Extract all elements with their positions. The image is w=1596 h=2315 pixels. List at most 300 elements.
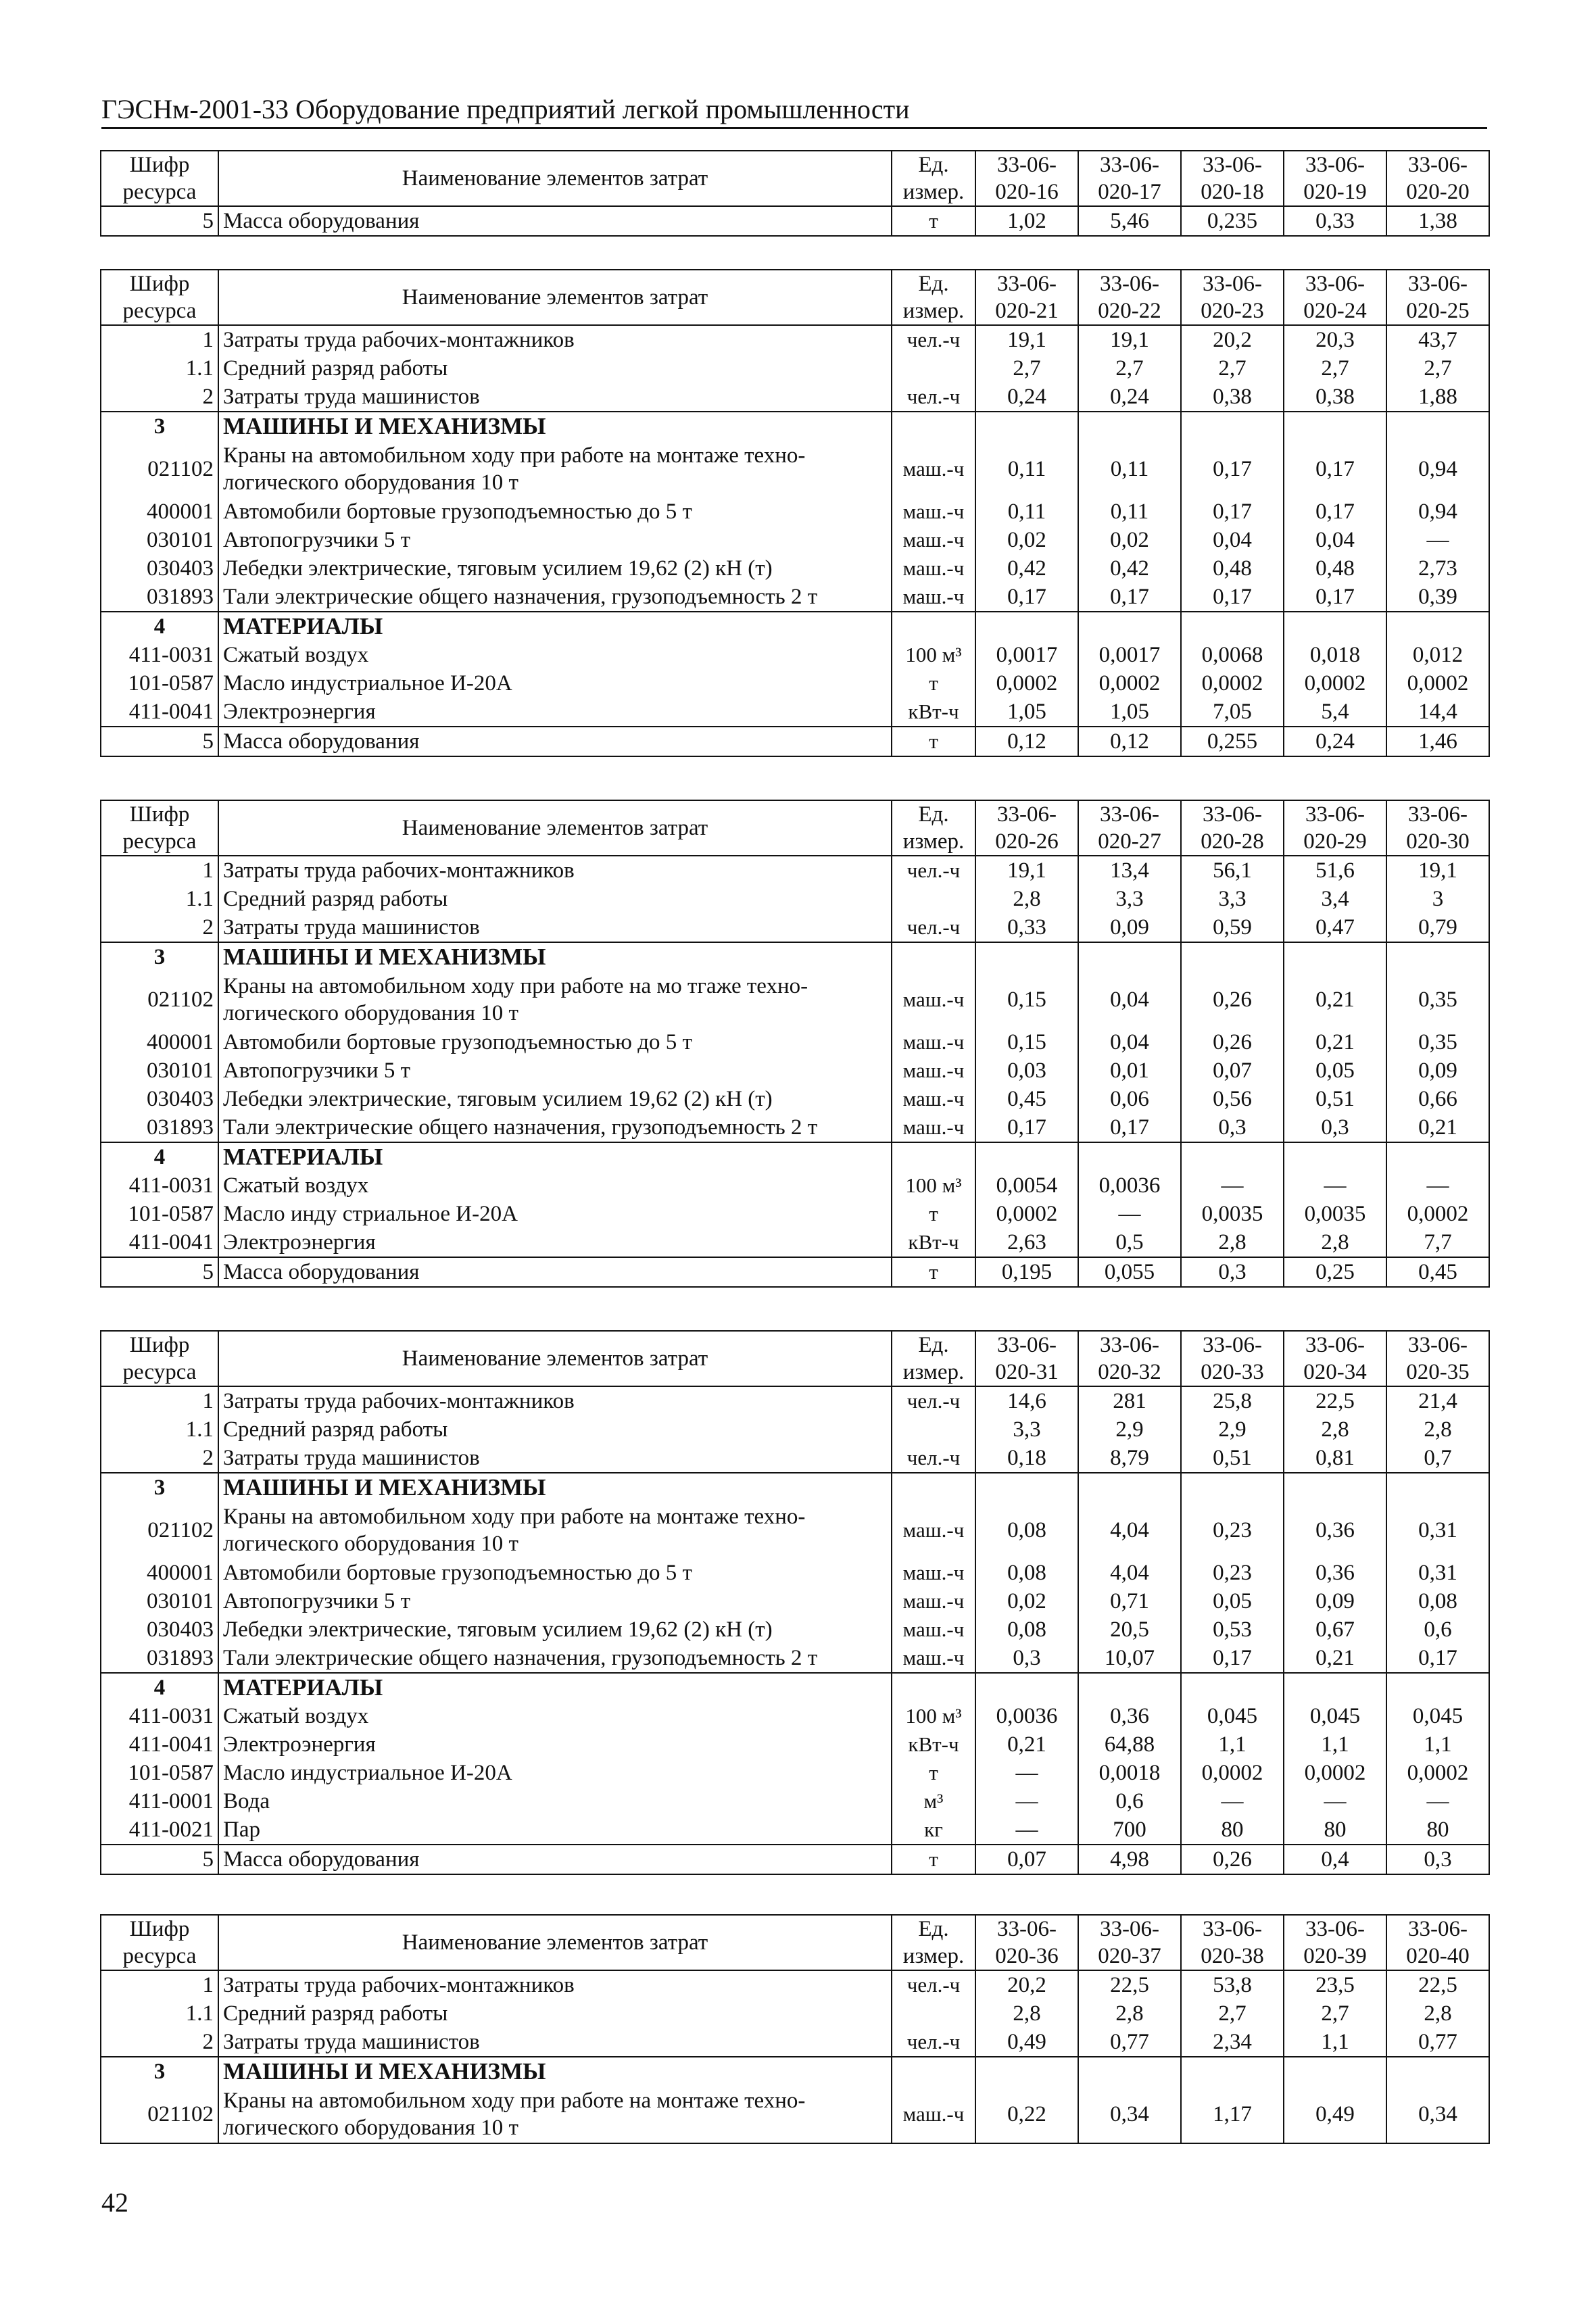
row-unit: маш.-ч — [892, 1028, 975, 1056]
row-unit: т — [892, 1257, 975, 1287]
row-value: 22,5 — [1078, 1970, 1181, 1999]
row-value: 0,21 — [1284, 971, 1386, 1028]
row-value: 21,4 — [1386, 1386, 1489, 1415]
row-unit — [892, 612, 975, 641]
row-value: 1,88 — [1386, 383, 1489, 412]
row-value: 1,38 — [1386, 206, 1489, 236]
row-value — [975, 1673, 1078, 1702]
row-value: 0,0068 — [1181, 641, 1284, 669]
row-value: 0,0035 — [1181, 1200, 1284, 1228]
norm-code-top: 33-06- — [997, 1333, 1057, 1357]
row-value: — — [1078, 1200, 1181, 1228]
row-value: 0,51 — [1181, 1444, 1284, 1473]
header-norm-code — [1284, 270, 1386, 325]
row-value: 2,7 — [1284, 1999, 1386, 2028]
row-value: — — [1386, 526, 1489, 554]
header-code-bottom: ресурса — [122, 829, 197, 854]
norm-code-bottom: 020-35 — [1406, 1360, 1470, 1384]
row-value: 2,34 — [1181, 2028, 1284, 2057]
row-value: 0,94 — [1386, 497, 1489, 526]
row-value — [975, 1142, 1078, 1171]
header-norm-code — [975, 151, 1078, 206]
row-code: 030403 — [101, 554, 218, 583]
row-name: Лебедки электрические, тяговым усилием 19,62 (2) кН (т) — [218, 1085, 892, 1113]
row-value: 0,36 — [1284, 1502, 1386, 1559]
row-value: 1,1 — [1284, 1730, 1386, 1759]
table-row — [101, 554, 1489, 583]
table-row — [101, 1587, 1489, 1615]
row-value: 22,5 — [1284, 1386, 1386, 1415]
row-value: 0,04 — [1181, 526, 1284, 554]
row-value: — — [975, 1759, 1078, 1787]
row-name: Электроэнергия — [218, 1730, 892, 1759]
row-value: 0,3 — [975, 1644, 1078, 1673]
table-row — [101, 1028, 1489, 1056]
page-number: 42 — [101, 2187, 128, 2218]
row-value: 0,255 — [1181, 727, 1284, 756]
table-row — [101, 1200, 1489, 1228]
table-row — [101, 1386, 1489, 1415]
norm-code-top: 33-06- — [1408, 272, 1468, 296]
row-unit: т — [892, 669, 975, 698]
row-value — [1078, 942, 1181, 971]
row-value: 1,05 — [975, 698, 1078, 727]
row-value: 0,38 — [1181, 383, 1284, 412]
row-value: 0,81 — [1284, 1444, 1386, 1473]
header-norm-code — [1386, 1915, 1489, 1970]
row-name: Средний разряд работы — [218, 885, 892, 913]
row-unit: 100 м³ — [892, 1171, 975, 1200]
norm-code-bottom: 020-37 — [1098, 1944, 1161, 1968]
header-norm-code — [1078, 270, 1181, 325]
header-unit-bottom: измер. — [902, 1944, 965, 1968]
row-value: 0,17 — [1284, 497, 1386, 526]
row-value: 2,9 — [1181, 1415, 1284, 1444]
row-value: 19,1 — [1386, 856, 1489, 885]
row-value: 2,8 — [1284, 1415, 1386, 1444]
row-value — [1284, 612, 1386, 641]
row-value: 0,21 — [975, 1730, 1078, 1759]
header-code — [101, 800, 218, 856]
row-code: 400001 — [101, 497, 218, 526]
header-code-bottom: ресурса — [122, 1944, 197, 1968]
row-code: 400001 — [101, 1028, 218, 1056]
row-name: Затраты труда рабочих-монтажников — [218, 856, 892, 885]
header-norm-code — [1181, 270, 1284, 325]
row-code: 021102 — [101, 971, 218, 1028]
row-value: 0,23 — [1181, 1559, 1284, 1587]
row-unit: чел.-ч — [892, 2028, 975, 2057]
row-name: Сжатый воздух — [218, 1171, 892, 1200]
row-name: МАШИНЫ И МЕХАНИЗМЫ — [218, 412, 892, 441]
row-value: 2,63 — [975, 1228, 1078, 1257]
norm-code-top: 33-06- — [997, 1917, 1057, 1941]
table-row — [101, 698, 1489, 727]
row-value: 0,17 — [1078, 1113, 1181, 1142]
row-unit: чел.-ч — [892, 383, 975, 412]
norm-code-bottom: 020-36 — [995, 1944, 1059, 1968]
row-value: 0,12 — [1078, 727, 1181, 756]
row-value: — — [1386, 1171, 1489, 1200]
row-value: 1,02 — [975, 206, 1078, 236]
table-row — [101, 1085, 1489, 1113]
row-code: 5 — [101, 727, 218, 756]
row-name: Автопогрузчики 5 т — [218, 1587, 892, 1615]
row-value: 2,9 — [1078, 1415, 1181, 1444]
row-value: 53,8 — [1181, 1970, 1284, 1999]
row-value: 0,0002 — [1078, 669, 1181, 698]
row-name: Краны на автомобильном ходу при работе на монтаже техно-логического оборудования 10 т — [218, 441, 892, 497]
row-name: Сжатый воздух — [218, 1702, 892, 1730]
row-value: — — [1181, 1171, 1284, 1200]
row-name: Средний разряд работы — [218, 354, 892, 383]
row-name: Электроэнергия — [218, 698, 892, 727]
row-code: 3 — [101, 942, 218, 971]
row-value: 0,17 — [1181, 583, 1284, 612]
page-title: ГЭСНм-2001-33 Оборудование предприятий легкой промышленности — [101, 94, 910, 124]
row-name: Тали электрические общего назначения, грузоподъемность 2 т — [218, 1113, 892, 1142]
row-code: 1 — [101, 1386, 218, 1415]
row-value: 1,1 — [1386, 1730, 1489, 1759]
row-value: 0,49 — [1284, 2086, 1386, 2143]
row-value: 0,12 — [975, 727, 1078, 756]
row-name: Масло индустриальное И-20А — [218, 1759, 892, 1787]
row-value: — — [1181, 1787, 1284, 1816]
table-row — [101, 1415, 1489, 1444]
row-value: 0,35 — [1386, 971, 1489, 1028]
row-code: 4 — [101, 612, 218, 641]
norm-code-bottom: 020-29 — [1303, 829, 1367, 854]
row-unit: маш.-ч — [892, 1056, 975, 1085]
row-value: 4,98 — [1078, 1845, 1181, 1874]
row-value: 20,2 — [975, 1970, 1078, 1999]
page-header — [101, 92, 1487, 129]
row-value: 0,77 — [1078, 2028, 1181, 2057]
row-value: 20,2 — [1181, 325, 1284, 354]
row-name: Затраты труда машинистов — [218, 1444, 892, 1473]
header-code-bottom: ресурса — [122, 180, 197, 204]
row-name: Затраты труда рабочих-монтажников — [218, 325, 892, 354]
header-norm-code — [1386, 270, 1489, 325]
row-value: 0,48 — [1284, 554, 1386, 583]
header-unit-bottom: измер. — [902, 299, 965, 323]
header-norm-code — [975, 270, 1078, 325]
norm-code-top: 33-06- — [997, 272, 1057, 296]
table-header-row — [101, 800, 1489, 856]
row-value: 3,3 — [975, 1415, 1078, 1444]
header-norm-code — [1181, 800, 1284, 856]
header-name: Наименование элементов затрат — [218, 270, 892, 325]
row-name: Пар — [218, 1816, 892, 1845]
row-value: 0,3 — [1181, 1113, 1284, 1142]
total-row — [101, 206, 1489, 236]
norm-code-bottom: 020-21 — [995, 299, 1059, 323]
row-value: 0,05 — [1284, 1056, 1386, 1085]
row-unit: кВт-ч — [892, 698, 975, 727]
row-unit: маш.-ч — [892, 2086, 975, 2143]
header-norm-code — [1181, 151, 1284, 206]
row-value: 14,4 — [1386, 698, 1489, 727]
header-norm-code — [1078, 1331, 1181, 1386]
row-value: 0,17 — [1386, 1644, 1489, 1673]
norm-code-top: 33-06- — [1203, 802, 1262, 827]
norm-code-top: 33-06- — [1408, 153, 1468, 177]
norm-code-top: 33-06- — [1305, 802, 1365, 827]
table-row — [101, 1999, 1489, 2028]
row-code: 411-0041 — [101, 698, 218, 727]
row-code: 3 — [101, 1473, 218, 1502]
norm-code-bottom: 020-22 — [1098, 299, 1161, 323]
row-code: 1.1 — [101, 354, 218, 383]
row-value: 2,73 — [1386, 554, 1489, 583]
row-name: МАТЕРИАЛЫ — [218, 1673, 892, 1702]
row-value — [1078, 1473, 1181, 1502]
row-value — [1078, 2057, 1181, 2086]
norm-code-bottom: 020-24 — [1303, 299, 1367, 323]
row-value: 281 — [1078, 1386, 1181, 1415]
table-row — [101, 1444, 1489, 1473]
norm-code-top: 33-06- — [1408, 1917, 1468, 1941]
row-value: 0,17 — [975, 1113, 1078, 1142]
row-code: 1 — [101, 325, 218, 354]
row-value: 0,02 — [975, 1587, 1078, 1615]
row-value — [975, 942, 1078, 971]
row-unit: т — [892, 206, 975, 236]
row-value: — — [1284, 1787, 1386, 1816]
table-row — [101, 526, 1489, 554]
row-value: 2,8 — [1386, 1999, 1489, 2028]
row-value: — — [975, 1816, 1078, 1845]
row-code: 101-0587 — [101, 1759, 218, 1787]
total-row — [101, 727, 1489, 756]
row-value: 2,7 — [1078, 354, 1181, 383]
row-value: 3 — [1386, 885, 1489, 913]
header-unit-bottom: измер. — [902, 829, 965, 854]
total-row — [101, 1257, 1489, 1287]
row-value: 0,26 — [1181, 1845, 1284, 1874]
resource-table — [100, 150, 1490, 237]
row-value: 51,6 — [1284, 856, 1386, 885]
norm-code-bottom: 020-19 — [1303, 180, 1367, 204]
row-value: 10,07 — [1078, 1644, 1181, 1673]
row-value: 2,8 — [1181, 1228, 1284, 1257]
row-value: 22,5 — [1386, 1970, 1489, 1999]
row-unit: маш.-ч — [892, 1559, 975, 1587]
row-value: 0,17 — [1181, 497, 1284, 526]
row-unit — [892, 412, 975, 441]
row-value: 20,5 — [1078, 1615, 1181, 1644]
norm-code-top: 33-06- — [1305, 1333, 1365, 1357]
row-unit — [892, 942, 975, 971]
row-value: 80 — [1284, 1816, 1386, 1845]
row-value: 2,7 — [1181, 1999, 1284, 2028]
header-norm-code — [1386, 1331, 1489, 1386]
row-value: 0,07 — [975, 1845, 1078, 1874]
norm-code-top: 33-06- — [997, 802, 1057, 827]
row-value: 0,34 — [1386, 2086, 1489, 2143]
row-value: 0,36 — [1284, 1559, 1386, 1587]
header-unit-bottom: измер. — [902, 1360, 965, 1384]
row-name: Масса оборудования — [218, 727, 892, 756]
row-code: 411-0041 — [101, 1730, 218, 1759]
row-value: 2,8 — [975, 885, 1078, 913]
row-value: 8,79 — [1078, 1444, 1181, 1473]
table-row — [101, 885, 1489, 913]
header-norm-code — [1284, 800, 1386, 856]
row-unit: 100 м³ — [892, 641, 975, 669]
row-value: 0,04 — [1284, 526, 1386, 554]
row-value: 0,17 — [1181, 1644, 1284, 1673]
row-value — [1386, 2057, 1489, 2086]
row-code: 031893 — [101, 583, 218, 612]
row-value: 0,0002 — [975, 1200, 1078, 1228]
table-row — [101, 1759, 1489, 1787]
table-row — [101, 1970, 1489, 1999]
row-value: 0,36 — [1078, 1702, 1181, 1730]
row-value: 2,8 — [975, 1999, 1078, 2028]
row-unit: чел.-ч — [892, 1970, 975, 1999]
row-name: Лебедки электрические, тяговым усилием 19,62 (2) кН (т) — [218, 554, 892, 583]
section-row — [101, 1142, 1489, 1171]
row-value — [1181, 2057, 1284, 2086]
row-value: 0,67 — [1284, 1615, 1386, 1644]
row-value: 0,0002 — [1386, 1200, 1489, 1228]
table-row — [101, 325, 1489, 354]
norm-code-bottom: 020-16 — [995, 180, 1059, 204]
row-code: 3 — [101, 412, 218, 441]
header-name: Наименование элементов затрат — [218, 1915, 892, 1970]
row-value: 0,77 — [1386, 2028, 1489, 2057]
row-value — [1386, 1473, 1489, 1502]
row-value: 0,05 — [1181, 1587, 1284, 1615]
row-value: 0,0036 — [975, 1702, 1078, 1730]
row-code: 1 — [101, 1970, 218, 1999]
row-name: Тали электрические общего назначения, грузоподъемность 2 т — [218, 1644, 892, 1673]
row-code: 4 — [101, 1673, 218, 1702]
section-row — [101, 412, 1489, 441]
row-value: 0,17 — [1078, 583, 1181, 612]
header-norm-code — [1284, 1915, 1386, 1970]
row-value — [1181, 942, 1284, 971]
header-norm-code — [1284, 151, 1386, 206]
row-unit: т — [892, 1759, 975, 1787]
norm-code-bottom: 020-20 — [1406, 180, 1470, 204]
table-row — [101, 856, 1489, 885]
table-row — [101, 1702, 1489, 1730]
row-name: Затраты труда рабочих-монтажников — [218, 1970, 892, 1999]
row-value: 7,05 — [1181, 698, 1284, 727]
row-unit: маш.-ч — [892, 526, 975, 554]
row-unit: маш.-ч — [892, 441, 975, 497]
norm-code-top: 33-06- — [1305, 1917, 1365, 1941]
row-name: Автомобили бортовые грузоподъемностью до 5 т — [218, 1028, 892, 1056]
table-row — [101, 497, 1489, 526]
row-code: 5 — [101, 1257, 218, 1287]
table-row — [101, 1816, 1489, 1845]
norm-code-bottom: 020-23 — [1201, 299, 1264, 323]
header-code — [101, 1915, 218, 1970]
row-value: 0,56 — [1181, 1085, 1284, 1113]
row-value: 0,11 — [1078, 441, 1181, 497]
row-code: 021102 — [101, 441, 218, 497]
row-value — [1181, 612, 1284, 641]
norm-code-bottom: 020-32 — [1098, 1360, 1161, 1384]
row-value: 0,17 — [975, 583, 1078, 612]
resource-table — [100, 1330, 1490, 1875]
row-value: 0,24 — [1078, 383, 1181, 412]
row-unit: маш.-ч — [892, 1502, 975, 1559]
row-unit: маш.-ч — [892, 554, 975, 583]
row-value: 0,012 — [1386, 641, 1489, 669]
row-value: 0,5 — [1078, 1228, 1181, 1257]
row-name: Вода — [218, 1787, 892, 1816]
row-value: 0,01 — [1078, 1056, 1181, 1085]
row-value: 0,07 — [1181, 1056, 1284, 1085]
row-code: 030403 — [101, 1085, 218, 1113]
row-value: 0,22 — [975, 2086, 1078, 2143]
norm-code-bottom: 020-26 — [995, 829, 1059, 854]
row-value: 0,11 — [1078, 497, 1181, 526]
row-code: 030403 — [101, 1615, 218, 1644]
row-value: 7,7 — [1386, 1228, 1489, 1257]
norm-code-bottom: 020-39 — [1303, 1944, 1367, 1968]
row-value: 3,3 — [1078, 885, 1181, 913]
row-code: 2 — [101, 913, 218, 942]
header-code-top: Шифр — [129, 153, 190, 177]
header-code-top: Шифр — [129, 1333, 190, 1357]
row-value: 0,3 — [1386, 1845, 1489, 1874]
header-code-bottom: ресурса — [122, 1360, 197, 1384]
row-value: 0,09 — [1078, 913, 1181, 942]
row-value: 0,0002 — [975, 669, 1078, 698]
row-code: 101-0587 — [101, 1200, 218, 1228]
section-row — [101, 942, 1489, 971]
row-value: 0,21 — [1284, 1644, 1386, 1673]
row-value: 0,018 — [1284, 641, 1386, 669]
table-row — [101, 1113, 1489, 1142]
row-name: Масло инду стриальное И-20А — [218, 1200, 892, 1228]
header-unit-top: Ед. — [918, 1917, 949, 1941]
norm-code-bottom: 020-18 — [1201, 180, 1264, 204]
row-name: Автомобили бортовые грузоподъемностью до 5 т — [218, 497, 892, 526]
row-value: 19,1 — [975, 856, 1078, 885]
row-value: 0,53 — [1181, 1615, 1284, 1644]
row-value: 0,3 — [1284, 1113, 1386, 1142]
row-value: 0,18 — [975, 1444, 1078, 1473]
row-name: МАШИНЫ И МЕХАНИЗМЫ — [218, 942, 892, 971]
row-value: 0,15 — [975, 971, 1078, 1028]
header-unit-top: Ед. — [918, 272, 949, 296]
table-row — [101, 1644, 1489, 1673]
table-header-row — [101, 151, 1489, 206]
header-name: Наименование элементов затрат — [218, 151, 892, 206]
row-value: — — [1284, 1171, 1386, 1200]
norm-code-top: 33-06- — [1100, 802, 1159, 827]
row-value: 3,3 — [1181, 885, 1284, 913]
row-value — [975, 2057, 1078, 2086]
header-code — [101, 1331, 218, 1386]
table-row — [101, 2086, 1489, 2143]
row-value: 0,0017 — [975, 641, 1078, 669]
row-value: 0,23 — [1181, 1502, 1284, 1559]
row-value: 14,6 — [975, 1386, 1078, 1415]
row-value: 0,0002 — [1386, 1759, 1489, 1787]
row-name: МАШИНЫ И МЕХАНИЗМЫ — [218, 1473, 892, 1502]
row-value: 0,03 — [975, 1056, 1078, 1085]
row-value: 0,59 — [1181, 913, 1284, 942]
header-norm-code — [1284, 1331, 1386, 1386]
row-code: 2 — [101, 383, 218, 412]
